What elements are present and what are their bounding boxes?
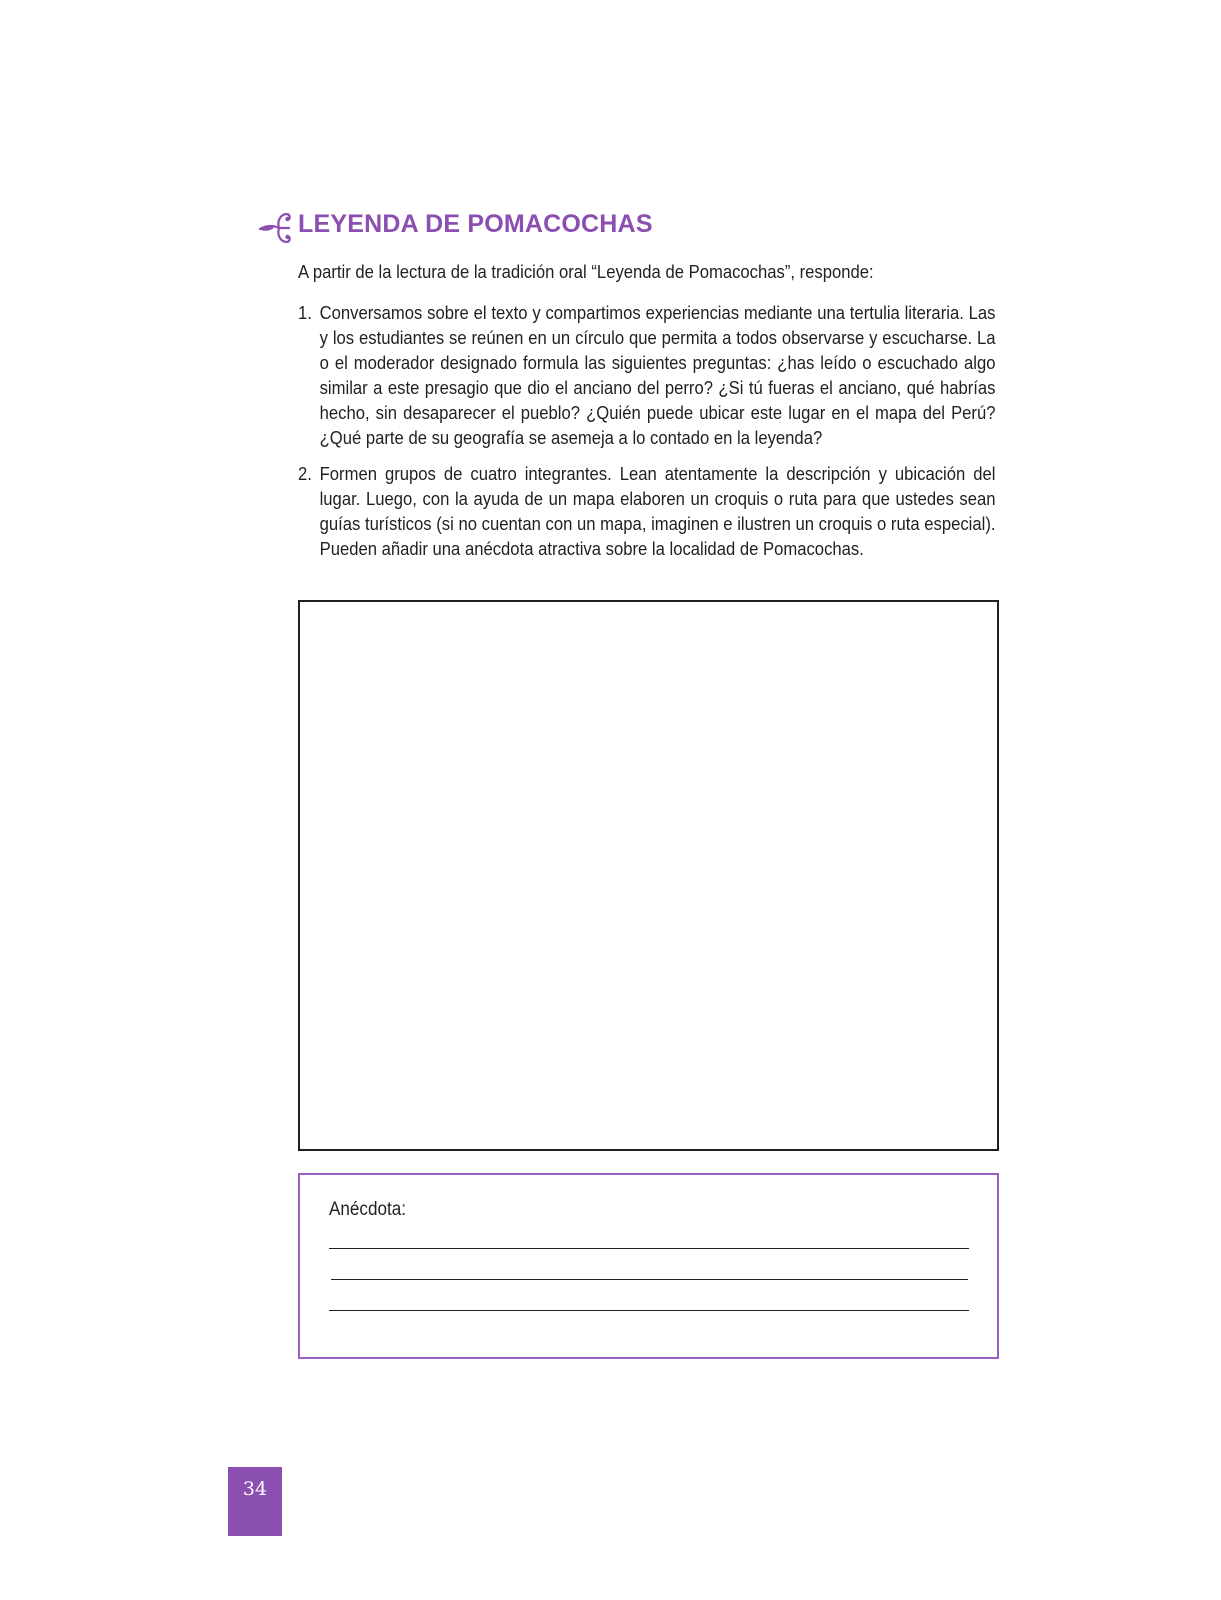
question-text: Formen grupos de cuatro integrantes. Lean atentamente la descripción y ubicación del lugar. Luego, con la ayuda de un mapa elaboren un croquis o ruta para que ustedes sean guías turísticos (si no cuentan con un mapa, imaginen e ilustren un croquis o ruta especial). Pueden añadir una anécdota atractiva sobre la localidad de Pomacochas. [319, 463, 996, 559]
page-number: 34 [242, 1478, 268, 1500]
intro-instruction: A partir de la lectura de la tradición oral “Leyenda de Pomacochas”, responde: [298, 261, 874, 282]
section-title: LEYENDA DE POMACOCHAS [298, 210, 653, 238]
anecdote-box [298, 1173, 999, 1359]
question-text: Conversamos sobre el texto y compartimos experiencias mediante una tertulia literaria. Las y los estudiantes se reúnen en un círculo que permita a todos observarse y escucharse. La o el moderador designado formula las siguientes preguntas: ¿has leído o escuchado algo similar a este presagio que dio el anciano del perro? ¿Si tú fueras el anciano, qué habrías hecho, sin desaparecer el pueblo? ¿Quién puede ubicar este lugar en el mapa del Perú? ¿Qué parte de su geografía se asemeja a lo contado en la leyenda? [319, 302, 996, 448]
writing-line[interactable] [331, 1279, 968, 1280]
page-number-badge [228, 1467, 282, 1536]
anecdote-label: Anécdota: [329, 1199, 407, 1220]
question-item-1 [298, 300, 996, 450]
sketch-drawing-area[interactable] [298, 600, 999, 1151]
question-number: 2. [298, 463, 312, 484]
writing-line[interactable] [329, 1310, 969, 1311]
question-item-2 [298, 461, 996, 561]
question-number: 1. [298, 302, 312, 323]
flourish-ornament-icon [257, 208, 293, 248]
writing-line[interactable] [329, 1248, 969, 1249]
